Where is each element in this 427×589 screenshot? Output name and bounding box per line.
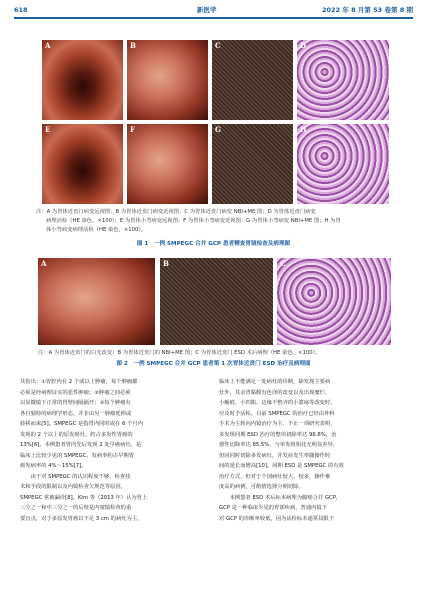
figure1-panel-f: F bbox=[127, 124, 208, 204]
figure1-caption: 注：A 为胃体近贲门病变远视图；B 为胃体近贲门病变近视图；C 为胃体近贲门病变 NBI+ME 图；D 为胃体近贲门病变 病理活检（HE 染色，×100）；E 为胃体小弯病变远视图；F 为胃体小弯病变近视图；G 为胃体小弯病变 NBI+ME 图；H 为胃 体小弯病变病理活检（HE 染色，×100）。 bbox=[36, 209, 341, 233]
figure2-panel-c: C bbox=[277, 258, 391, 345]
journal-name: 新医学 bbox=[197, 6, 217, 14]
figure2-panel-b: B bbox=[160, 258, 273, 345]
figure2-title: 图 2 一例 SMPEGC 合并 GCP 患者第 1 次胃体近贲门 ESD 治疗及病理图 bbox=[116, 361, 311, 367]
figure1-panel-c: C bbox=[212, 40, 293, 120]
figure2-panel-a: A bbox=[38, 258, 155, 345]
figure1-panel-b: B bbox=[127, 40, 208, 120]
page-number: 618 bbox=[14, 6, 28, 14]
issue-info: 2022 年 8 月第 53 卷第 8 期 bbox=[321, 6, 413, 14]
figure2-caption: 注：A 为胃体近贲门的白光改变；B 为胃体近贲门的 NBI+ME 图；C 为胃体近贲门 ESD 术后病理（HE 染色，×100）。 bbox=[38, 350, 321, 356]
right-column-text: 临床上不能满足一处病灶的诊断，除发现主要病 灶外，其余胃黏膜有色泽的改变以及出现糜烂、 小瘢痕、小凹陷、边缘不整齐的小溃疡等改变时， 应及时予活检。目前 SMPEGC 的治疗已经由外科 手术为主转向内镜治疗为主，不止一项研究表明， 多发组同期 ESD 治疗的整块切除率达 96.8%，治 愈性切除率达 85.5%，与单发组相比无明显差异， 但因同时切除多发病灶，并发症发生率随操作时 间的延长而增高[10]。同期 ESD 是 SMPEGC 的有效 治疗方式，但对于个别病灶较大、较多，操作难 度高的病例，可酌情选择分期切除。 本例患者 ESD 术后标本病理为腺癌合并 GCP， GCP 是一种临床少见的胃部疾病，普通内镜下 对 GCP 的诊断率较低，因为活检标本通常局限于 bbox=[219, 379, 344, 522]
figure1-panel-g: G bbox=[212, 124, 293, 204]
figure1-panel-h: H bbox=[297, 124, 389, 204]
left-column-text: 其指出：①胃腔内有 2 个或以上肿瘤，每个肿瘤都 必须是经病理证实的恶性肿瘤；②肿瘤之间必须 以显微镜下正常的胃壁间隔隔开；③每个肿瘤有 各自独特的病理学形态，并非由另一肿瘤延伸或 转移而来[5]。SMPEGC 是指胃内同时或在 6 个月内 发现的 2 个以上的原发癌灶，约占多发性胃癌的 13%[6]。本例患者胃内先后发现 2 处早癌病灶，是 临床上比较少见的 SMPEGC。发病率约占早期胃 癌发病率的 4%～15%[7]。 由于对 SMPEGC 的认识程度不够、检查技 术和手段的限制以及内镜检查欠规范等原因， SMPEGC 常被漏诊[8]。Kim 等（2013 年）认为胃上 三分之一和中三分之一的后壁是内窥镜检查的重 要盲点，对于多原发胃癌以不足 3 cm 的病灶为主， bbox=[20, 379, 148, 522]
figure1-panel-d: D bbox=[297, 40, 389, 120]
figure1-title: 图 1 一例 SMPEGC 合并 GCP 患者精查胃镜检查及病理图 bbox=[136, 241, 291, 247]
figure1-panel-a: A bbox=[42, 40, 123, 120]
running-header bbox=[0, 0, 427, 20]
header-rule bbox=[14, 17, 413, 19]
figure1-panel-e: E bbox=[42, 124, 123, 204]
